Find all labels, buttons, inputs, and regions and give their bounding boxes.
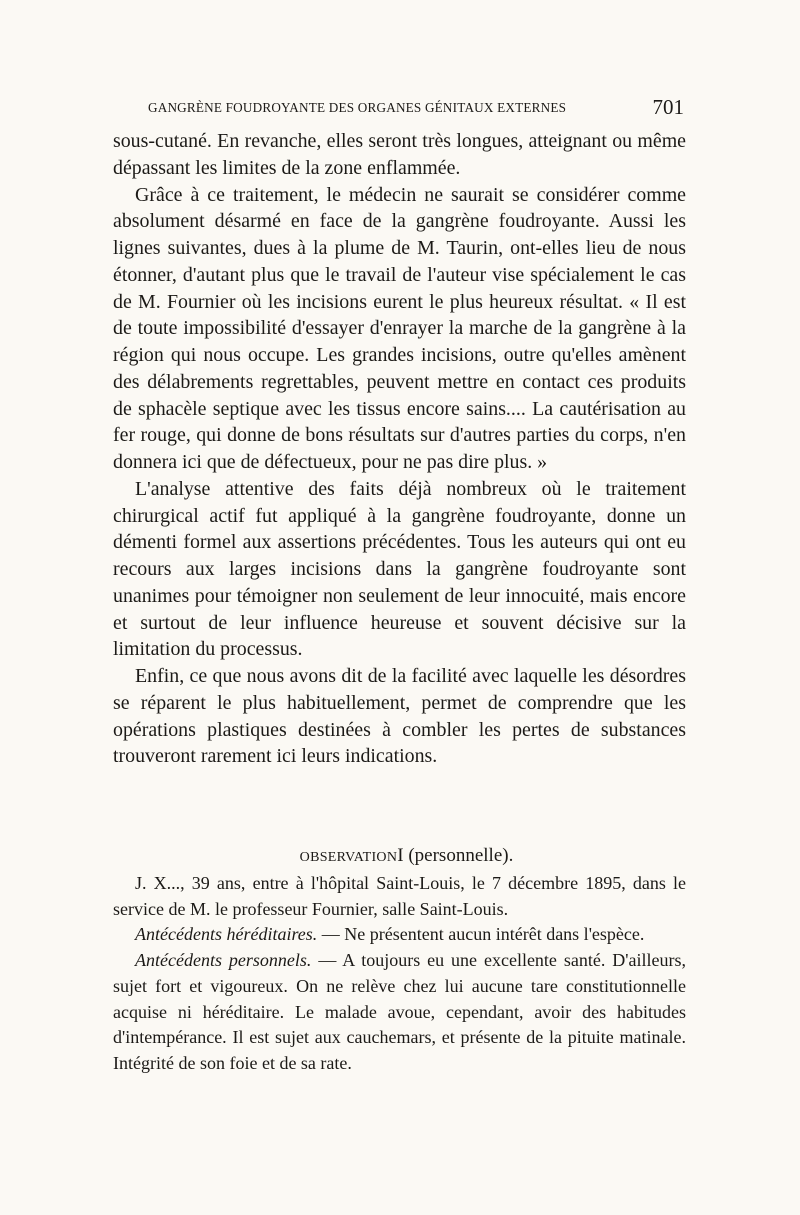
body-text [113,128,686,770]
running-title: GANGRÈNE FOUDROYANTE DES ORGANES GÉNITAUX EXTERNES [148,100,567,115]
observation-personal [113,948,686,1077]
observation-label: OBSERVATION [299,850,398,865]
observation-intro: J. X..., 39 ans, entre à l'hôpital Saint-Louis, le 7 décembre 1895, dans le service de M. le professeur Fournier, salle Saint-Louis. [113,873,686,919]
observation-note: (personnelle). [408,845,514,866]
observation-text [113,871,686,1077]
page-number: 701 [652,95,684,119]
hereditary-label: Antécédents héréditaires. [135,924,318,945]
paragraph-continuation: sous-cutané. En revanche, elles seront très longues, atteignant ou même dépassant les limites de la zone enflammée. [113,130,686,179]
observation-number: I [397,845,404,866]
paragraph-analysis: L'analyse attentive des faits déjà nombreux où le traitement chirurgical actif fut appliqué à la gangrène foudroyante, donne un démenti formel aux assertions précédentes. Tous les auteurs qui ont eu recours aux larges incisions dans la gangrène foudroyante sont unanimes pour témoigner non seulement de leur innocuité, mais encore et surtout de leur influence heureuse et souvent décisive sur la limitation du processus. [113,477,686,661]
personal-text: — A toujours eu une excellente santé. D'ailleurs, sujet fort et vigoureux. On ne relève chez lui aucune tare constitutionnelle acquise ni héréditaire. Le malade avoue, cependant, avoir des habitudes d'intempérance. Il est sujet aux cauchemars, et présente de la pituite matinale. Intégrité de son foie et de sa rate. [113,950,686,1073]
hereditary-text: — Ne présentent aucun intérêt dans l'espèce. [317,924,645,945]
running-head [148,96,684,120]
observation-heading [0,845,800,867]
paragraph-conclusion: Enfin, ce que nous avons dit de la facilité avec laquelle les désordres se réparent le plus habituellement, permet de comprendre que les opérations plastiques destinées à combler les pertes de substances trouveront rarement ici leurs indications. [113,665,686,768]
paragraph-treatment: Grâce à ce traitement, le médecin ne saurait se considérer comme absolument désarmé en face de la gangrène foudroyante. Aussi les lignes suivantes, dues à la plume de M. Taurin, ont-elles lieu de nous étonner, d'autant plus que le travail de l'auteur vise spécialement le cas de M. Fournier où les incisions eurent le plus heureux résultat. « Il est de toute impossibilité d'essayer d'enrayer la marche de la gangrène à la région qui nous occupe. Les grandes incisions, outre qu'elles amènent des délabrements regrettables, peuvent mettre en contact ces produits de sphacèle septique avec les tissus encore sains.... La cautérisation au fer rouge, qui donne de bons résultats sur d'autres parties du corps, n'en donnera ici que de défectueux, pour ne pas dire plus. » [113,183,686,473]
personal-label: Antécédents personnels. [135,950,312,971]
observation-hereditary [113,922,686,948]
